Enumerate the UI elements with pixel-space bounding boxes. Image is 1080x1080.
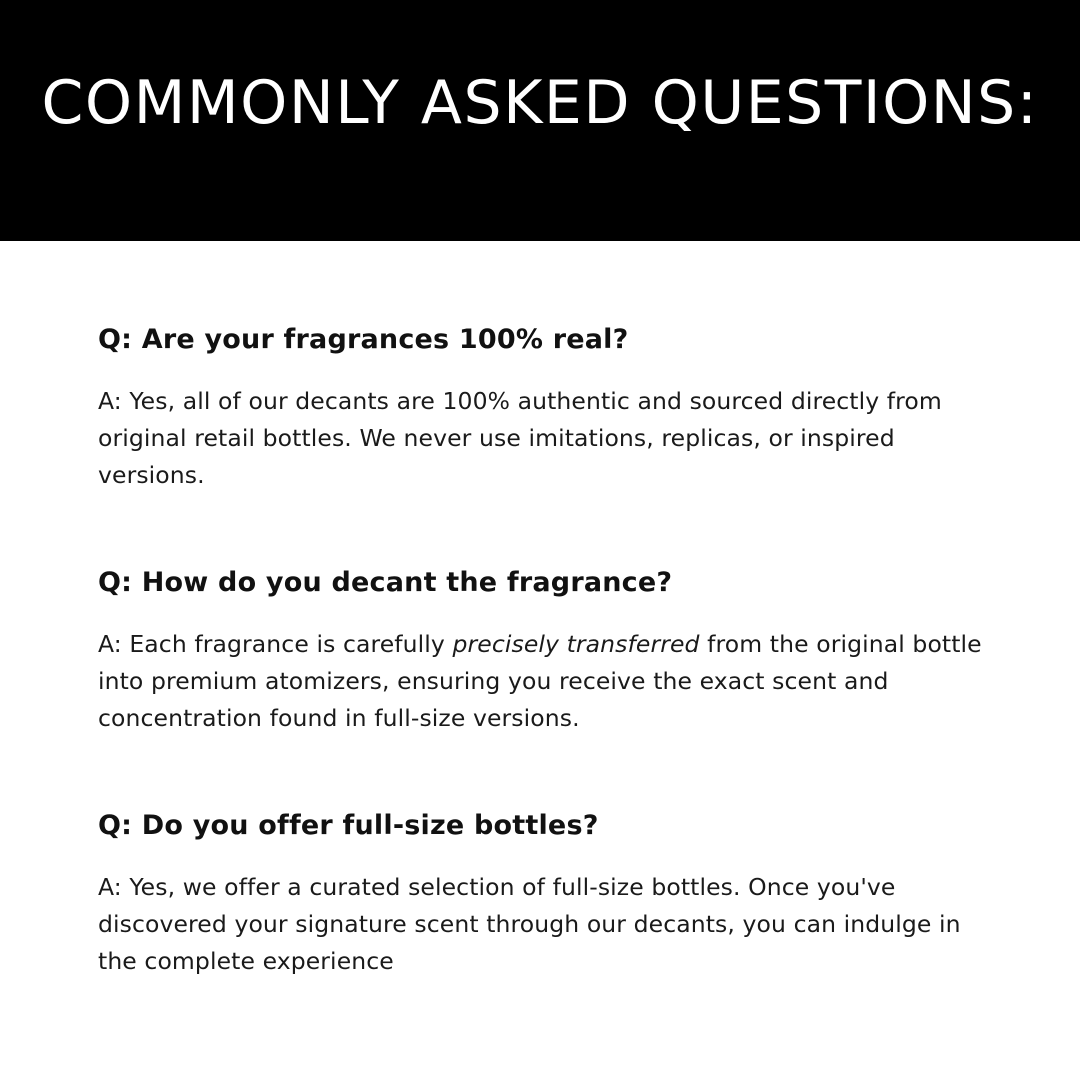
faq-item [0,323,1080,494]
faq-question: Q: Are your fragrances 100% real? [98,324,629,355]
page-title: COMMONLY ASKED QUESTIONS: [41,68,1039,139]
faq-item [0,566,1080,737]
faq-answer [98,626,1005,737]
faq-content [0,241,1080,980]
faq-question: Q: How do you decant the fragrance? [98,567,673,599]
faq-answer-text: A: Yes, all of our decants are 100% authentic and sourced directly from original retail bottles. We never use imitations, replicas, or inspired versions. [98,386,942,489]
faq-answer-emphasis: precisely transferred [452,629,700,658]
faq-answer-text-pre: A: Each fragrance is carefully [98,629,453,658]
faq-answer-text-post: from the original bottle into premium atomizers, ensuring you receive the exact scent and concentration found in full-size versions. [98,629,982,733]
faq-item [0,809,1080,980]
faq-list [0,323,1080,980]
faq-question: Q: Do you offer full-size bottles? [98,810,599,842]
faq-answer-text: A: Yes, we offer a curated selection of full-size bottles. Once you've discovered your signature scent through our decants, you can indulge in the complete experience [98,873,961,976]
faq-answer [98,383,1005,494]
header-banner [0,0,1080,241]
faq-answer [98,869,1005,980]
